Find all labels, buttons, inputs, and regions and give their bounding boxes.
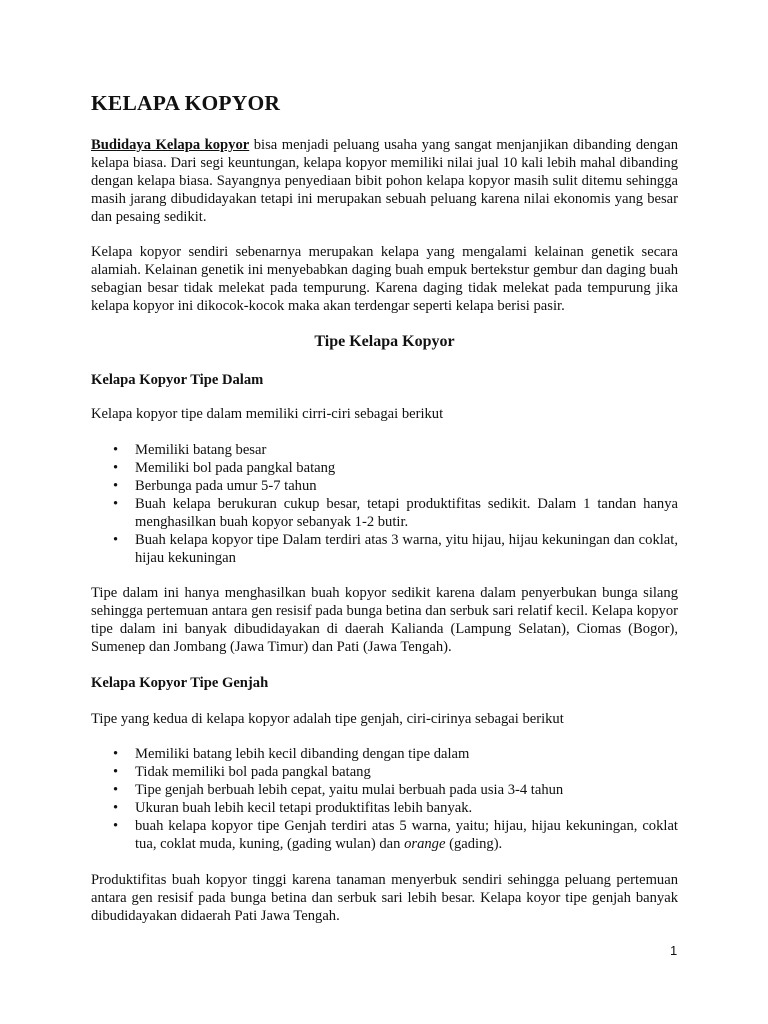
dalam-list <box>91 441 678 567</box>
list-item: • Tidak memiliki bol pada pangkal batang <box>113 764 371 780</box>
bullet-icon: • <box>113 442 119 458</box>
list-item: • Memiliki bol pada pangkal batang <box>113 460 336 476</box>
dalam-heading: Kelapa Kopyor Tipe Dalam <box>91 372 264 388</box>
genjah-list <box>91 745 678 853</box>
bullet-icon: • <box>113 478 119 494</box>
dalam-intro: Kelapa kopyor tipe dalam memiliki cirri-ciri sebagai berikut <box>91 406 444 422</box>
list-item: • Buah kelapa kopyor tipe Dalam terdiri atas 3 warna, yitu hijau, hijau kekuningan dan coklat, hijau kekuningan <box>113 532 678 566</box>
paragraph-2: Kelapa kopyor sendiri sebenarnya merupakan kelapa yang mengalami kelainan genetik secara alamiah. Kelainan genetik ini menyebabkan daging buah empuk bertekstur gembur dan daging buah sebagian besar tidak melekat pada tempurung. Karena daging tidak melekat pada tempurung jika kelapa kopyor ini dikocok-kocok maka akan terdengar seperti kelapa berisi pasir. <box>91 244 678 314</box>
intro-link[interactable]: Budidaya Kelapa kopyor <box>91 137 250 153</box>
section-heading: Tipe Kelapa Kopyor <box>314 333 455 350</box>
genjah-heading: Kelapa Kopyor Tipe Genjah <box>91 675 269 691</box>
list-item: • Ukuran buah lebih kecil tetapi produktifitas lebih banyak. <box>113 800 473 816</box>
list-item: • Buah kelapa berukuran cukup besar, tetapi produktifitas sedikit. Dalam 1 tandan hanya menghasilkan buah kopyor sebanyak 1-2 butir. <box>113 496 678 530</box>
bullet-icon: • <box>113 764 119 780</box>
bullet-icon: • <box>113 782 119 798</box>
bullet-icon: • <box>113 532 119 548</box>
dalam-closing: Tipe dalam ini hanya menghasilkan buah kopyor sedikit karena dalam penyerbukan bunga silang sehingga pertemuan antara gen resisif pada bunga betina dan serbuk sari relatif kecil. Kelapa kopyor tipe dalam ini banyak dibudidayakan di daerah Kalianda (Lampung Selatan), Ciomas (Bogor), Sumenep dan Jombang (Jawa Timur) dan Pati (Jawa Tengah). <box>91 585 678 655</box>
genjah-closing: Produktifitas buah kopyor tinggi karena tanaman menyerbuk sendiri sehingga peluang pertemuan antara gen resisif pada bunga betina dan serbuk sari lebih besar. Kelapa koyor tipe genjah banyak dibudidayakan didaerah Pati Jawa Tengah. <box>91 872 678 924</box>
bullet-icon: • <box>113 460 119 476</box>
list-item: • Berbunga pada umur 5-7 tahun <box>113 478 317 494</box>
bullet-icon: • <box>113 800 119 816</box>
list-item: • Memiliki batang lebih kecil dibanding dengan tipe dalam <box>113 746 470 762</box>
intro-paragraph <box>91 136 678 226</box>
list-item: • buah kelapa kopyor tipe Genjah terdiri atas 5 warna, yaitu; hijau, hijau kekuningan, coklat tua, coklat muda, kuning, (gading wulan) dan orange (gading). <box>113 818 678 852</box>
genjah-intro: Tipe yang kedua di kelapa kopyor adalah tipe genjah, ciri-cirinya sebagai berikut <box>91 711 564 727</box>
page-title: KELAPA KOPYOR <box>91 91 281 115</box>
bullet-icon: • <box>113 818 119 834</box>
intro-text: bisa menjadi peluang usaha yang sangat menjanjikan dibanding dengan kelapa biasa. Dari segi keuntungan, kelapa kopyor memiliki nilai jual 10 kali lebih mahal dibanding dengan kelapa biasa. Sayangnya penyediaan bibit pohon kelapa kopyor masih sulit ditemu sehingga masih jarang dibudidayakan tetapi ini merupakan sebuah peluang karena nilai ekonomis yang besar dan pesaing sedikit. <box>91 137 678 225</box>
bullet-icon: • <box>113 746 119 762</box>
page-number: 1 <box>670 943 678 958</box>
list-item: • Tipe genjah berbuah lebih cepat, yaitu mulai berbuah pada usia 3-4 tahun <box>113 782 564 798</box>
bullet-icon: • <box>113 496 119 512</box>
list-item: • Memiliki batang besar <box>113 442 267 458</box>
italic-word: orange <box>404 836 446 852</box>
